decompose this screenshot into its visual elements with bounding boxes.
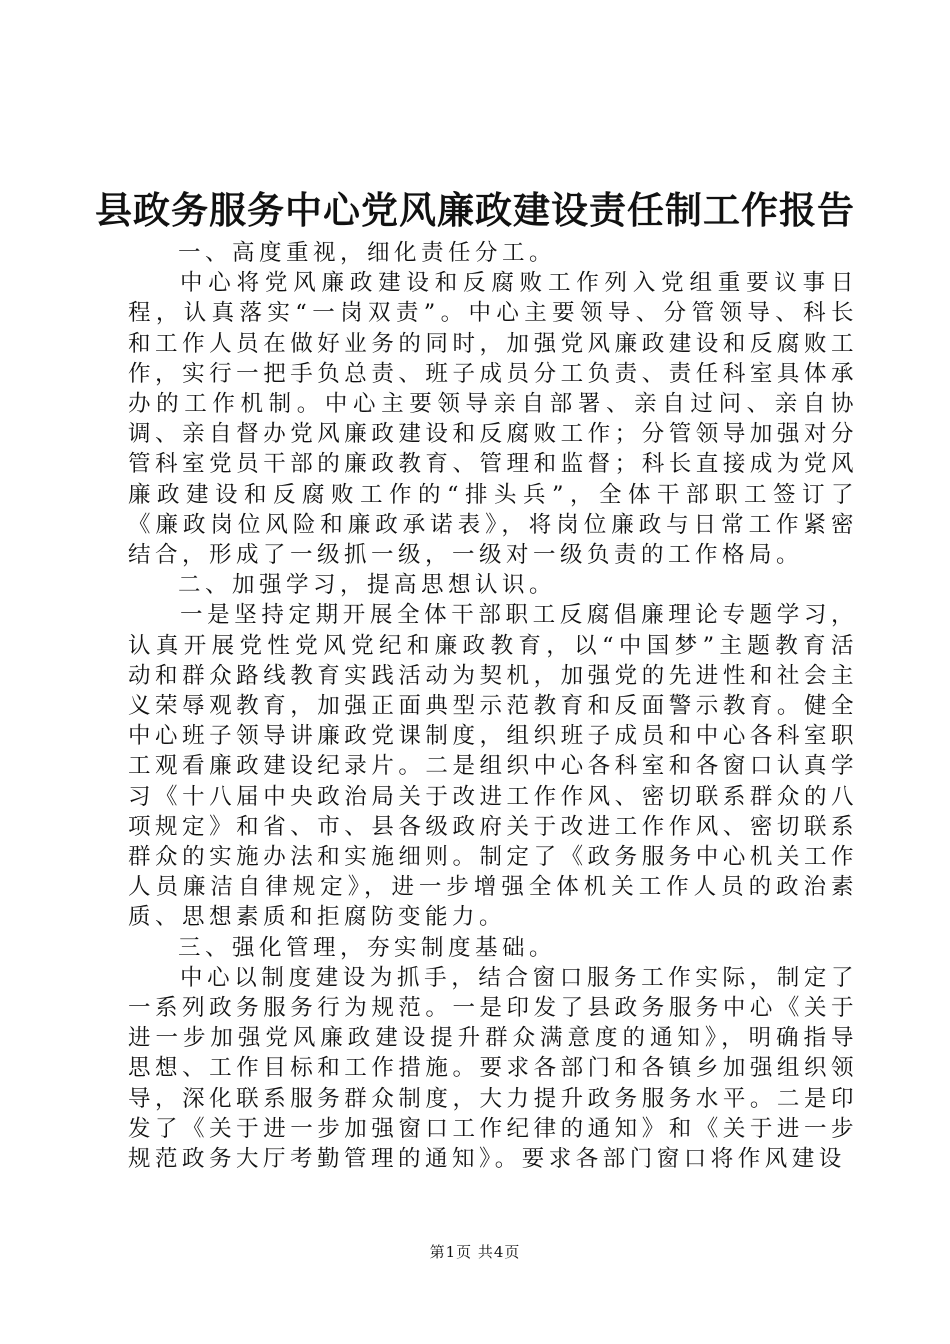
section-paragraph: 一是坚持定期开展全体干部职工反腐倡廉理论专题学习，认真开展党性党风党纪和廉政教育，以“中国梦”主题教育活动和群众路线教育实践活动为契机，加强党的先进性和社会主义荣辱观教育，加强正面典型示范教育和反面警示教育。健全中心班子领导讲廉政党课制度，组织班子成员和中心各科室职工观看廉政建设纪录片。二是组织中心各科室和各窗口认真学习《十八届中央政治局关于改进工作作风、密切联系群众的八项规定》和省、市、县各级政府关于改进工作作风、密切联系群众的实施办法和实施细则。制定了《政务服务中心机关工作人员廉洁自律规定》，进一步增强全体机关工作人员的政治素质、思想素质和拒腐防变能力。 [128,602,858,931]
document-title: 县政务服务中心党风廉政建设责任制工作报告 [95,188,855,232]
section-heading: 三、强化管理，夯实制度基础。 [178,934,557,961]
page-number-footer: 第1页 共4页 [429,1243,521,1261]
section-heading: 二、加强学习，提高思想认识。 [178,572,557,599]
document-body [128,238,858,1174]
section-paragraph: 中心将党风廉政建设和反腐败工作列入党组重要议事日程，认真落实“一岗双责”。中心主要领导、分管领导、科长和工作人员在做好业务的同时，加强党风廉政建设和反腐败工作，实行一把手负总责、班子成员分工负责、责任科室具体承办的工作机制。中心主要领导亲自部署、亲自过问、亲自协调、亲自督办党风廉政建设和反腐败工作；分管领导加强对分管科室党员干部的廉政教育、管理和监督；科长直接成为党风廉政建设和反腐败工作的“排头兵”，全体干部职工签订了《廉政岗位风险和廉政承诺表》，将岗位廉政与日常工作紧密结合，形成了一级抓一级，一级对一级负责的工作格局。 [128,270,858,569]
section-heading: 一、高度重视，细化责任分工。 [178,240,557,266]
section-paragraph: 中心以制度建设为抓手，结合窗口服务工作实际，制定了一系列政务服务行为规范。一是印发了县政务服务中心《关于进一步加强党风廉政建设提升群众满意度的通知》，明确指导思想、工作目标和工作措施。要求各部门和各镇乡加强组织领导，深化联系服务群众制度，大力提升政务服务水平。二是印发了《关于进一步加强窗口工作纪律的通知》和《关于进一步规范政务大厅考勤管理的通知》。要求各部门窗口将作风建设 [128,964,858,1173]
